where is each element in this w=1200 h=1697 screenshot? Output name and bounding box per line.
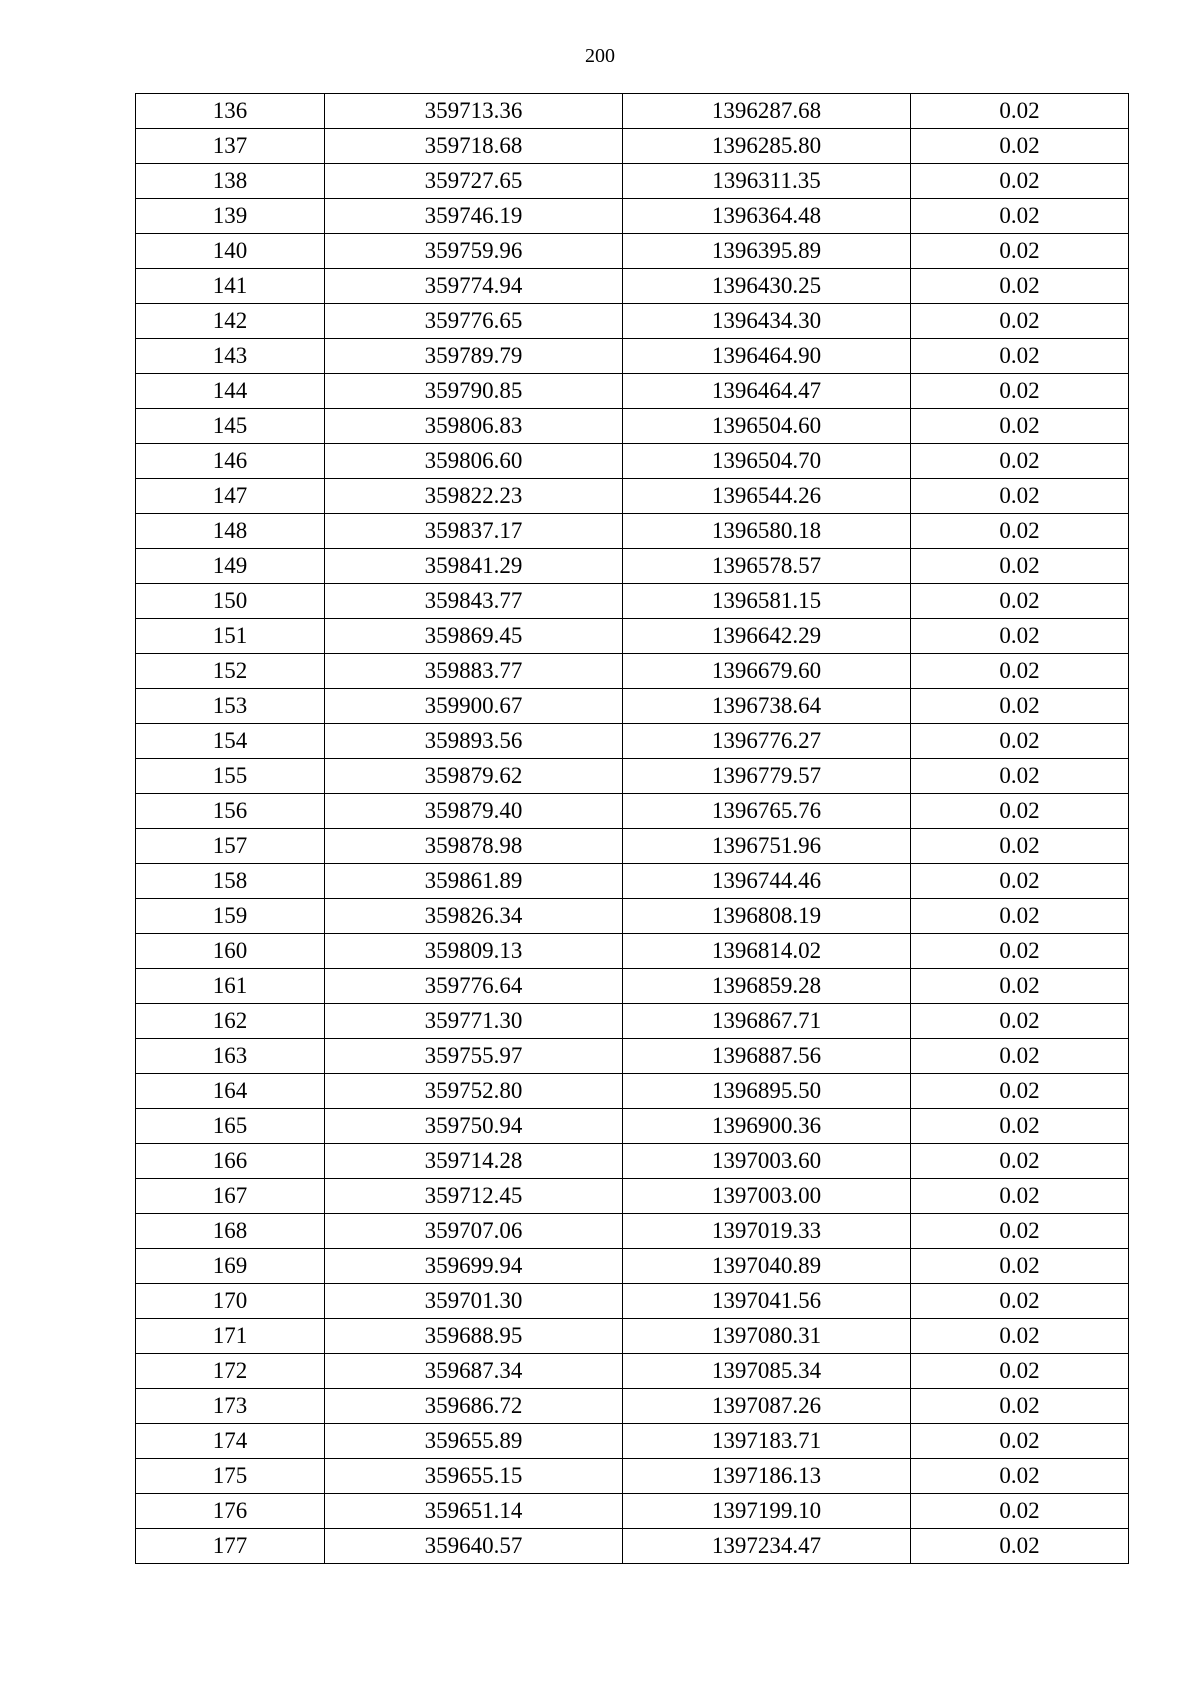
error-value-cell: 0.02 [911,864,1129,899]
error-value-cell: 0.02 [911,689,1129,724]
point-number-cell: 151 [136,619,325,654]
point-number-cell: 140 [136,234,325,269]
x-coordinate-cell: 359843.77 [325,584,623,619]
error-value-cell: 0.02 [911,514,1129,549]
x-coordinate-cell: 359806.83 [325,409,623,444]
x-coordinate-cell: 359727.65 [325,164,623,199]
x-coordinate-cell: 359714.28 [325,1144,623,1179]
table-row [136,1214,1129,1249]
error-value-cell: 0.02 [911,1214,1129,1249]
x-coordinate-cell: 359822.23 [325,479,623,514]
x-coordinate-cell: 359655.15 [325,1459,623,1494]
y-coordinate-cell: 1396581.15 [623,584,911,619]
table-row [136,1389,1129,1424]
error-value-cell: 0.02 [911,584,1129,619]
point-number-cell: 149 [136,549,325,584]
x-coordinate-cell: 359893.56 [325,724,623,759]
table-row [136,444,1129,479]
point-number-cell: 150 [136,584,325,619]
table-row [136,584,1129,619]
x-coordinate-cell: 359878.98 [325,829,623,864]
table-row [136,514,1129,549]
y-coordinate-cell: 1397199.10 [623,1494,911,1529]
table-row [136,1529,1129,1564]
point-number-cell: 158 [136,864,325,899]
table-row [136,654,1129,689]
x-coordinate-cell: 359707.06 [325,1214,623,1249]
coordinates-table-body [136,94,1129,1564]
point-number-cell: 136 [136,94,325,129]
error-value-cell: 0.02 [911,1459,1129,1494]
error-value-cell: 0.02 [911,129,1129,164]
point-number-cell: 171 [136,1319,325,1354]
y-coordinate-cell: 1396504.70 [623,444,911,479]
y-coordinate-cell: 1397234.47 [623,1529,911,1564]
error-value-cell: 0.02 [911,339,1129,374]
table-row [136,1039,1129,1074]
table-row [136,1004,1129,1039]
table-row [136,619,1129,654]
x-coordinate-cell: 359869.45 [325,619,623,654]
table-row [136,1249,1129,1284]
y-coordinate-cell: 1396464.47 [623,374,911,409]
error-value-cell: 0.02 [911,1144,1129,1179]
y-coordinate-cell: 1396859.28 [623,969,911,1004]
x-coordinate-cell: 359755.97 [325,1039,623,1074]
x-coordinate-cell: 359699.94 [325,1249,623,1284]
table-row [136,1074,1129,1109]
y-coordinate-cell: 1396887.56 [623,1039,911,1074]
error-value-cell: 0.02 [911,654,1129,689]
table-row [136,969,1129,1004]
y-coordinate-cell: 1397183.71 [623,1424,911,1459]
x-coordinate-cell: 359686.72 [325,1389,623,1424]
error-value-cell: 0.02 [911,444,1129,479]
point-number-cell: 144 [136,374,325,409]
table-row [136,1109,1129,1144]
table-row [136,899,1129,934]
x-coordinate-cell: 359750.94 [325,1109,623,1144]
error-value-cell: 0.02 [911,234,1129,269]
table-row [136,269,1129,304]
error-value-cell: 0.02 [911,1004,1129,1039]
error-value-cell: 0.02 [911,409,1129,444]
error-value-cell: 0.02 [911,619,1129,654]
x-coordinate-cell: 359861.89 [325,864,623,899]
point-number-cell: 169 [136,1249,325,1284]
x-coordinate-cell: 359776.65 [325,304,623,339]
x-coordinate-cell: 359651.14 [325,1494,623,1529]
y-coordinate-cell: 1396311.35 [623,164,911,199]
y-coordinate-cell: 1397085.34 [623,1354,911,1389]
error-value-cell: 0.02 [911,94,1129,129]
point-number-cell: 141 [136,269,325,304]
table-row [136,794,1129,829]
error-value-cell: 0.02 [911,899,1129,934]
point-number-cell: 176 [136,1494,325,1529]
table-row [136,864,1129,899]
error-value-cell: 0.02 [911,1354,1129,1389]
y-coordinate-cell: 1397087.26 [623,1389,911,1424]
error-value-cell: 0.02 [911,1284,1129,1319]
x-coordinate-cell: 359687.34 [325,1354,623,1389]
y-coordinate-cell: 1397040.89 [623,1249,911,1284]
point-number-cell: 155 [136,759,325,794]
point-number-cell: 145 [136,409,325,444]
y-coordinate-cell: 1396895.50 [623,1074,911,1109]
point-number-cell: 164 [136,1074,325,1109]
point-number-cell: 161 [136,969,325,1004]
point-number-cell: 153 [136,689,325,724]
table-row [136,1494,1129,1529]
table-row [136,129,1129,164]
table-row [136,339,1129,374]
point-number-cell: 146 [136,444,325,479]
x-coordinate-cell: 359746.19 [325,199,623,234]
table-row [136,409,1129,444]
table-row [136,1179,1129,1214]
point-number-cell: 147 [136,479,325,514]
point-number-cell: 177 [136,1529,325,1564]
point-number-cell: 165 [136,1109,325,1144]
x-coordinate-cell: 359688.95 [325,1319,623,1354]
x-coordinate-cell: 359712.45 [325,1179,623,1214]
y-coordinate-cell: 1396776.27 [623,724,911,759]
x-coordinate-cell: 359790.85 [325,374,623,409]
error-value-cell: 0.02 [911,829,1129,864]
y-coordinate-cell: 1396867.71 [623,1004,911,1039]
point-number-cell: 172 [136,1354,325,1389]
error-value-cell: 0.02 [911,1494,1129,1529]
point-number-cell: 138 [136,164,325,199]
error-value-cell: 0.02 [911,199,1129,234]
table-row [136,479,1129,514]
x-coordinate-cell: 359883.77 [325,654,623,689]
y-coordinate-cell: 1396751.96 [623,829,911,864]
table-row [136,1354,1129,1389]
error-value-cell: 0.02 [911,304,1129,339]
error-value-cell: 0.02 [911,1319,1129,1354]
y-coordinate-cell: 1396900.36 [623,1109,911,1144]
x-coordinate-cell: 359776.64 [325,969,623,1004]
error-value-cell: 0.02 [911,759,1129,794]
x-coordinate-cell: 359809.13 [325,934,623,969]
point-number-cell: 166 [136,1144,325,1179]
y-coordinate-cell: 1396765.76 [623,794,911,829]
point-number-cell: 154 [136,724,325,759]
x-coordinate-cell: 359640.57 [325,1529,623,1564]
point-number-cell: 157 [136,829,325,864]
x-coordinate-cell: 359752.80 [325,1074,623,1109]
y-coordinate-cell: 1397003.60 [623,1144,911,1179]
error-value-cell: 0.02 [911,794,1129,829]
table-row [136,94,1129,129]
point-number-cell: 143 [136,339,325,374]
y-coordinate-cell: 1396580.18 [623,514,911,549]
error-value-cell: 0.02 [911,1424,1129,1459]
error-value-cell: 0.02 [911,1074,1129,1109]
y-coordinate-cell: 1396808.19 [623,899,911,934]
error-value-cell: 0.02 [911,1179,1129,1214]
x-coordinate-cell: 359826.34 [325,899,623,934]
error-value-cell: 0.02 [911,549,1129,584]
x-coordinate-cell: 359879.62 [325,759,623,794]
y-coordinate-cell: 1396779.57 [623,759,911,794]
y-coordinate-cell: 1396744.46 [623,864,911,899]
table-row [136,724,1129,759]
point-number-cell: 163 [136,1039,325,1074]
error-value-cell: 0.02 [911,479,1129,514]
x-coordinate-cell: 359774.94 [325,269,623,304]
point-number-cell: 142 [136,304,325,339]
page-number: 200 [585,45,615,67]
y-coordinate-cell: 1396578.57 [623,549,911,584]
x-coordinate-cell: 359771.30 [325,1004,623,1039]
table-row [136,374,1129,409]
x-coordinate-cell: 359701.30 [325,1284,623,1319]
y-coordinate-cell: 1396434.30 [623,304,911,339]
x-coordinate-cell: 359759.96 [325,234,623,269]
x-coordinate-cell: 359713.36 [325,94,623,129]
point-number-cell: 152 [136,654,325,689]
y-coordinate-cell: 1397186.13 [623,1459,911,1494]
table-row [136,829,1129,864]
y-coordinate-cell: 1396285.80 [623,129,911,164]
error-value-cell: 0.02 [911,1389,1129,1424]
table-row [136,1459,1129,1494]
y-coordinate-cell: 1396642.29 [623,619,911,654]
y-coordinate-cell: 1397003.00 [623,1179,911,1214]
table-row [136,1424,1129,1459]
table-row [136,759,1129,794]
y-coordinate-cell: 1397041.56 [623,1284,911,1319]
point-number-cell: 159 [136,899,325,934]
y-coordinate-cell: 1396430.25 [623,269,911,304]
point-number-cell: 170 [136,1284,325,1319]
point-number-cell: 173 [136,1389,325,1424]
point-number-cell: 167 [136,1179,325,1214]
y-coordinate-cell: 1396364.48 [623,199,911,234]
table-row [136,199,1129,234]
x-coordinate-cell: 359879.40 [325,794,623,829]
table-row [136,689,1129,724]
error-value-cell: 0.02 [911,374,1129,409]
table-row [136,549,1129,584]
error-value-cell: 0.02 [911,1249,1129,1284]
y-coordinate-cell: 1396814.02 [623,934,911,969]
x-coordinate-cell: 359841.29 [325,549,623,584]
x-coordinate-cell: 359718.68 [325,129,623,164]
y-coordinate-cell: 1396738.64 [623,689,911,724]
coordinates-table [135,93,1129,1564]
y-coordinate-cell: 1396679.60 [623,654,911,689]
point-number-cell: 168 [136,1214,325,1249]
point-number-cell: 174 [136,1424,325,1459]
table-row [136,1284,1129,1319]
point-number-cell: 175 [136,1459,325,1494]
error-value-cell: 0.02 [911,1529,1129,1564]
table-row [136,1144,1129,1179]
x-coordinate-cell: 359837.17 [325,514,623,549]
table-row [136,234,1129,269]
y-coordinate-cell: 1397080.31 [623,1319,911,1354]
x-coordinate-cell: 359806.60 [325,444,623,479]
error-value-cell: 0.02 [911,724,1129,759]
error-value-cell: 0.02 [911,969,1129,1004]
point-number-cell: 156 [136,794,325,829]
point-number-cell: 148 [136,514,325,549]
point-number-cell: 137 [136,129,325,164]
error-value-cell: 0.02 [911,934,1129,969]
point-number-cell: 139 [136,199,325,234]
point-number-cell: 162 [136,1004,325,1039]
error-value-cell: 0.02 [911,1039,1129,1074]
x-coordinate-cell: 359655.89 [325,1424,623,1459]
error-value-cell: 0.02 [911,164,1129,199]
table-row [136,304,1129,339]
table-row [136,164,1129,199]
table-row [136,934,1129,969]
y-coordinate-cell: 1397019.33 [623,1214,911,1249]
y-coordinate-cell: 1396544.26 [623,479,911,514]
y-coordinate-cell: 1396287.68 [623,94,911,129]
table-row [136,1319,1129,1354]
x-coordinate-cell: 359900.67 [325,689,623,724]
y-coordinate-cell: 1396464.90 [623,339,911,374]
error-value-cell: 0.02 [911,269,1129,304]
point-number-cell: 160 [136,934,325,969]
y-coordinate-cell: 1396504.60 [623,409,911,444]
y-coordinate-cell: 1396395.89 [623,234,911,269]
x-coordinate-cell: 359789.79 [325,339,623,374]
error-value-cell: 0.02 [911,1109,1129,1144]
